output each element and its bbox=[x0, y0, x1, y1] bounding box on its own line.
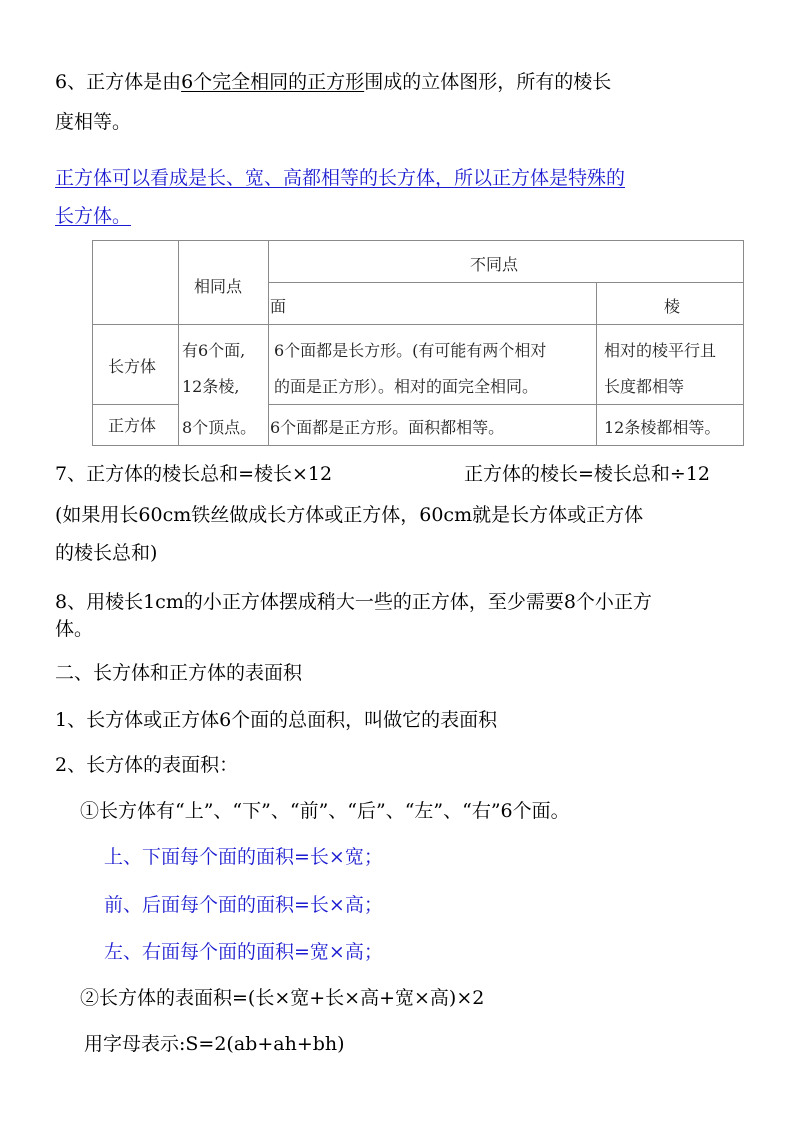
p7-example-line-1: (如果用长60cm铁丝做成长方体或正方体，60cm就是长方体或正方体 bbox=[55, 504, 644, 526]
same-line-3: 8个顶点。 bbox=[182, 418, 257, 437]
p6-line-2: 度相等。 bbox=[55, 111, 132, 133]
top-bottom-area: 上、下面每个面的面积=长×宽； bbox=[104, 846, 383, 868]
section2-item-2: 2、长方体的表面积： bbox=[55, 754, 239, 776]
same-header: 相同点 bbox=[194, 277, 243, 296]
face-header: 面 bbox=[270, 297, 287, 316]
same-line-2: 12条棱, bbox=[182, 377, 240, 396]
p7-right: 正方体的棱长=棱长总和÷12 bbox=[464, 463, 711, 485]
edge-header: 棱 bbox=[664, 297, 681, 316]
section2-item-1: 1、长方体或正方体6个面的总面积，叫做它的表面积 bbox=[55, 709, 498, 731]
p7-left: 7、正方体的棱长总和=棱长×12 bbox=[55, 463, 333, 485]
note-line-2: 长方体。 bbox=[55, 205, 132, 227]
cuboid-edge-line-1: 相对的棱平行且 bbox=[604, 341, 717, 360]
letter-formula: 用字母表示:S=2(ab+ah+bh) bbox=[84, 1033, 345, 1055]
same-line-1: 有6个面, bbox=[182, 341, 246, 360]
p6-rest: 围成的立体图形，所有的棱长 bbox=[364, 71, 612, 93]
left-right-area: 左、右面每个面的面积=宽×高； bbox=[104, 941, 383, 963]
section2-sub-2: ②长方体的表面积=(长×宽+长×高+宽×高)×2 bbox=[80, 987, 485, 1009]
row-label-cube: 正方体 bbox=[108, 416, 157, 435]
cuboid-edge-line-2: 长度都相等 bbox=[604, 377, 685, 396]
p8-line-1: 8、用棱长1cm的小正方体摆成稍大一些的正方体，至少需要8个小正方 bbox=[55, 591, 652, 613]
p8-line-2: 体。 bbox=[55, 618, 94, 640]
p6-underlined: 6个完全相同的正方形 bbox=[181, 71, 365, 93]
row-label-cuboid: 长方体 bbox=[108, 357, 157, 376]
cube-face: 6个面都是正方形。面积都相等。 bbox=[270, 418, 505, 437]
diff-header: 不同点 bbox=[470, 255, 519, 274]
p6-line-1 bbox=[55, 70, 611, 94]
front-back-area: 前、后面每个面的面积=长×高； bbox=[104, 894, 383, 916]
section2-title: 二、长方体和正方体的表面积 bbox=[55, 662, 303, 684]
p6-prefix: 6、正方体是由 bbox=[55, 71, 182, 93]
cuboid-face-line-1: 6个面都是长方形。(有可能有两个相对 bbox=[274, 341, 547, 360]
cube-edge: 12条棱都相等。 bbox=[604, 418, 721, 437]
p7-example-line-2: 的棱长总和) bbox=[55, 542, 158, 564]
comparison-table bbox=[92, 240, 744, 446]
cuboid-face-line-2: 的面是正方形）。相对的面完全相同。 bbox=[274, 377, 539, 396]
section2-sub-1: ①长方体有“上”、“下”、“前”、“后”、“左”、“右”6个面。 bbox=[80, 800, 570, 822]
note-line-1: 正方体可以看成是长、宽、高都相等的长方体，所以正方体是特殊的 bbox=[55, 167, 626, 189]
